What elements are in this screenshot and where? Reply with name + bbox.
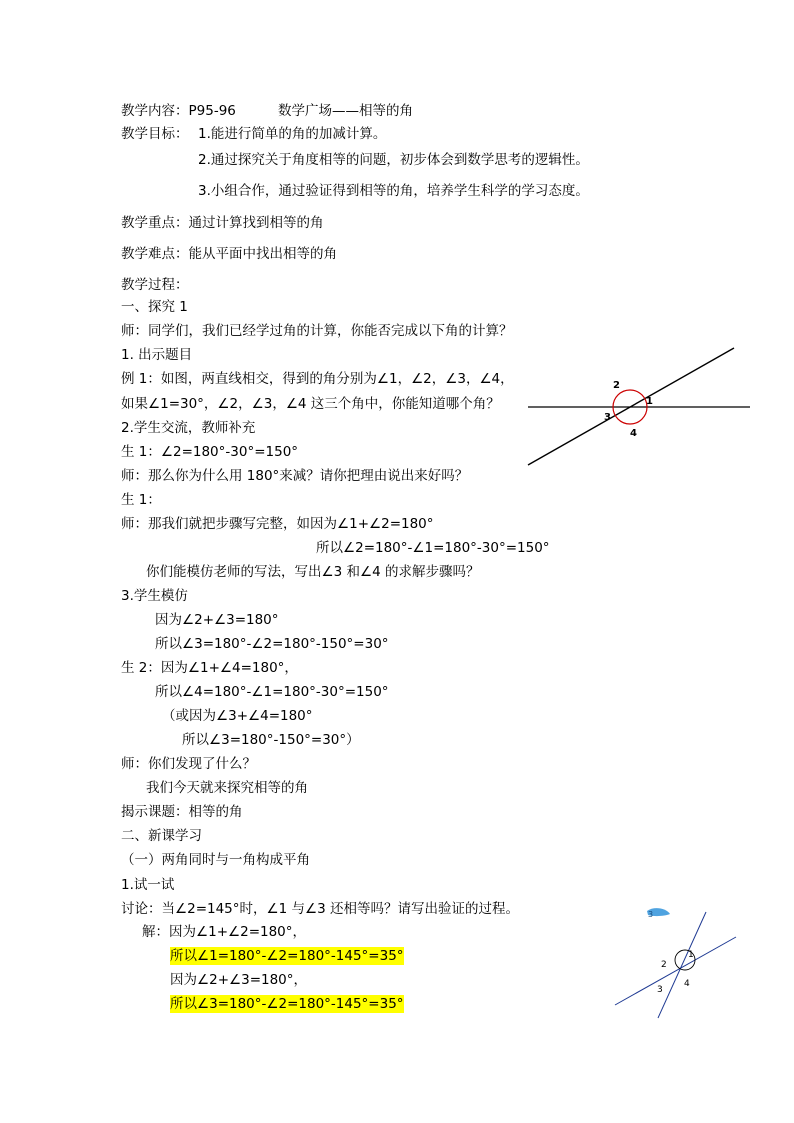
- process-line: 师：同学们，我们已经学过角的计算，你能否完成以下角的计算？: [121, 323, 513, 339]
- process-line: 3.学生模仿: [121, 588, 188, 604]
- process-line: 所以∠2=180°-∠1=180°-30°=150°: [316, 540, 550, 556]
- angle-label-3: 3: [604, 412, 611, 423]
- content-label: 教学内容：P95-96: [121, 103, 236, 119]
- angle-label-1: 1: [688, 950, 694, 960]
- process-line: 师：那么你为什么用 180°来减？请你把理由说出来好吗？: [121, 468, 469, 484]
- goals-label: 教学目标：: [121, 126, 189, 142]
- figure-intersecting-lines-2: [610, 900, 750, 1020]
- section-2-heading: 二、新课学习: [121, 828, 202, 844]
- process-line: 生 1：: [121, 492, 161, 508]
- process-line: 生 1：∠2=180°-30°=150°: [121, 444, 299, 460]
- process-line: 因为∠2+∠3=180°: [155, 612, 279, 628]
- process-heading: 教学过程：: [121, 277, 189, 293]
- process-line: 所以∠3=180°-∠2=180°-150°=30°: [155, 636, 389, 652]
- process-line: 所以∠4=180°-∠1=180°-30°=150°: [155, 684, 389, 700]
- process-line: 2.学生交流，教师补充: [121, 420, 256, 436]
- angle-label-2: 2: [661, 960, 667, 970]
- solution-line-highlighted: 所以∠3=180°-∠2=180°-145°=35°: [170, 996, 404, 1012]
- angle-label-4: 4: [684, 979, 690, 989]
- section-1-heading: 一、探究 1: [121, 299, 188, 315]
- content-title: 数学广场——相等的角: [278, 103, 413, 119]
- process-line: 例 1：如图，两直线相交，得到的角分别为∠1，∠2，∠3，∠4，: [121, 371, 514, 387]
- subsection-1-heading: （一）两角同时与一角构成平角: [121, 852, 310, 868]
- process-line: 所以∠3=180°-150°=30°）: [182, 732, 360, 748]
- fragment-label: 3: [648, 910, 654, 919]
- key-point: 教学重点：通过计算找到相等的角: [121, 215, 324, 231]
- process-line: 揭示课题：相等的角: [121, 804, 243, 820]
- process-line: 1. 出示题目: [121, 347, 193, 363]
- figure-intersecting-lines-1: [520, 340, 760, 475]
- discussion-question: 讨论：当∠2=145°时，∠1 与∠3 还相等吗？请写出验证的过程。: [121, 901, 519, 917]
- process-line: 师：那我们就把步骤写完整，如因为∠1+∠2=180°: [121, 516, 434, 532]
- solution-line: 因为∠2+∠3=180°，: [170, 972, 308, 988]
- process-line: 如果∠1=30°，∠2，∠3，∠4 这三个角中，你能知道哪个角？: [121, 396, 500, 412]
- goal-3: 3.小组合作，通过验证得到相等的角，培养学生科学的学习态度。: [198, 183, 589, 199]
- goal-1: 1.能进行简单的角的加减计算。: [198, 126, 387, 142]
- shallow-line: [615, 937, 736, 1005]
- angle-label-4: 4: [630, 428, 637, 439]
- angle-label-1: 1: [646, 396, 653, 407]
- process-line: 我们今天就来探究相等的角: [146, 780, 308, 796]
- try-heading: 1.试一试: [121, 877, 175, 893]
- angle-label-3: 3: [657, 985, 663, 995]
- difficulty: 教学难点：能从平面中找出相等的角: [121, 246, 337, 262]
- solution-line-highlighted: 所以∠1=180°-∠2=180°-145°=35°: [170, 948, 404, 964]
- process-line: （或因为∠3+∠4=180°: [162, 708, 313, 724]
- process-line: 生 2：因为∠1+∠4=180°，: [121, 660, 298, 676]
- process-line: 你们能模仿老师的写法，写出∠3 和∠4 的求解步骤吗？: [146, 564, 480, 580]
- solution-line: 解：因为∠1+∠2=180°，: [142, 924, 307, 940]
- angle-label-2: 2: [613, 380, 620, 391]
- process-line: 师：你们发现了什么？: [121, 756, 256, 772]
- goal-2: 2.通过探究关于角度相等的问题，初步体会到数学思考的逻辑性。: [198, 152, 589, 168]
